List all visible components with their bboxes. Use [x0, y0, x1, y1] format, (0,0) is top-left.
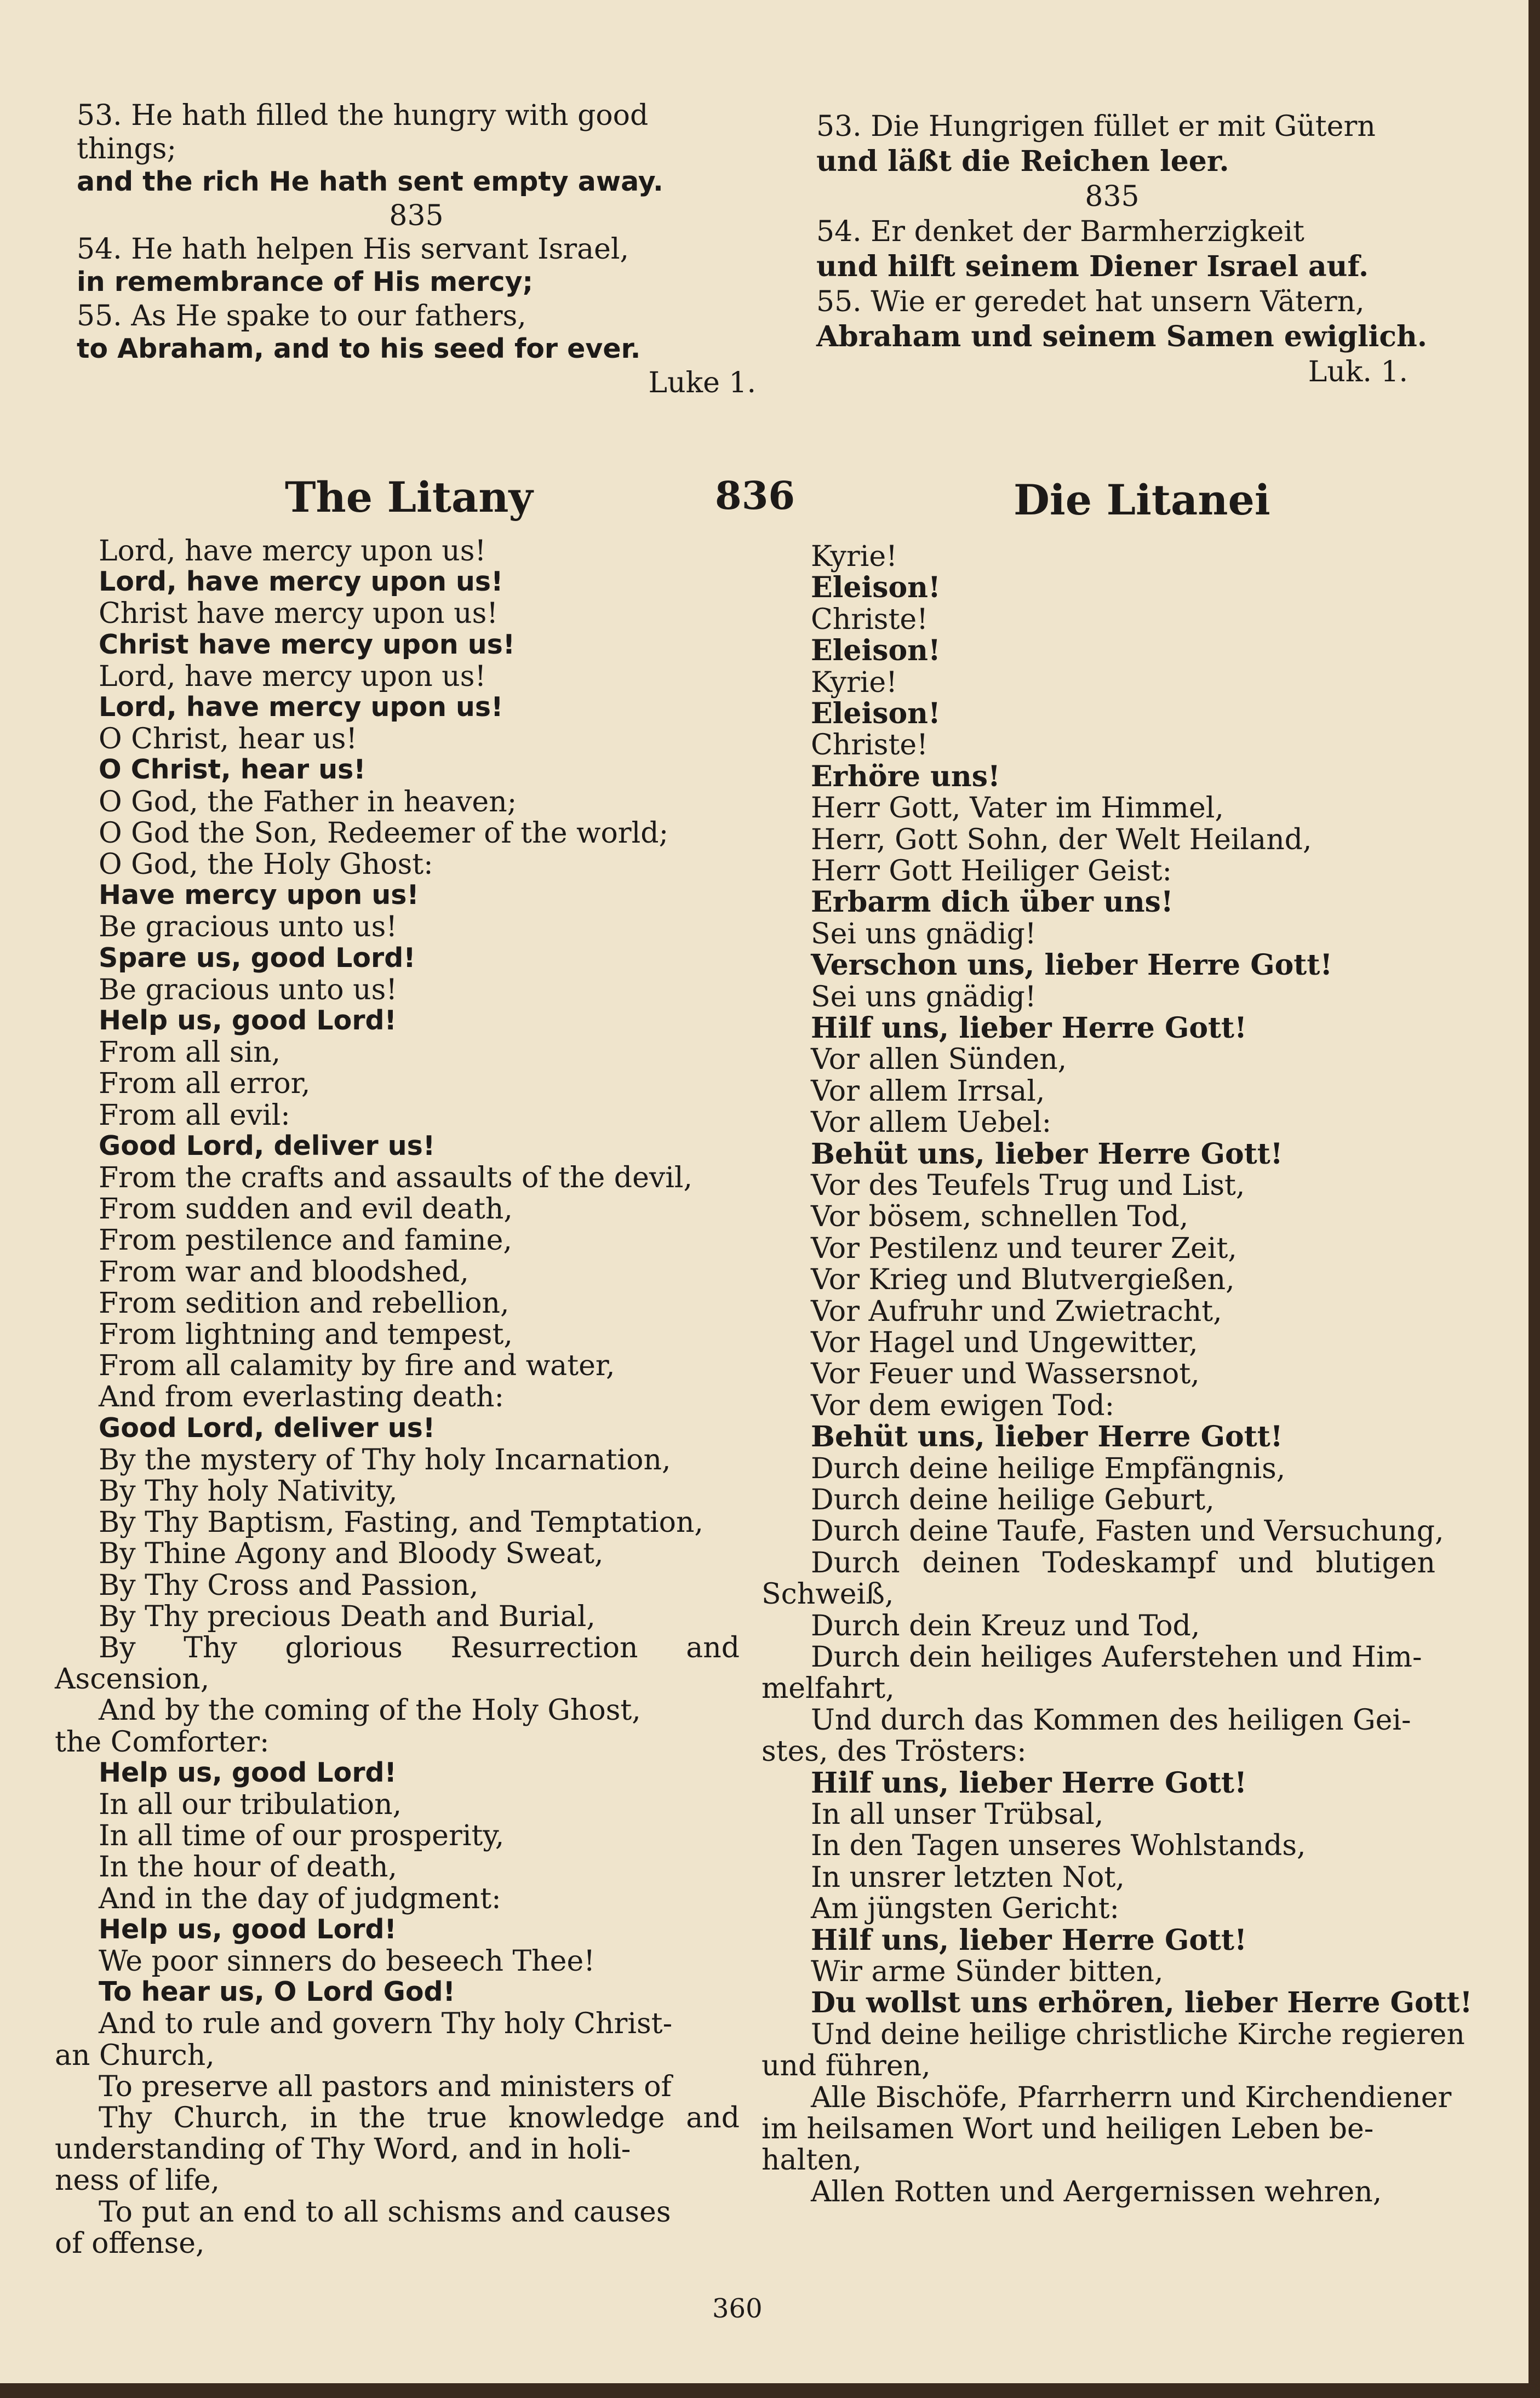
litany-line: To put an end to all schisms and causes — [99, 2195, 671, 2229]
litany-line: And by the coming of the Holy Ghost, — [99, 1694, 641, 1727]
litany-line: We poor sinners do beseech Thee! — [99, 1945, 596, 1978]
litany-line: Be gracious unto us! — [99, 973, 398, 1006]
litany-line: halten, — [762, 2144, 862, 2177]
litany-line: Help us, good Lord! — [99, 1756, 397, 1788]
litany-line: Christ have mercy upon us! — [99, 628, 516, 660]
litany-line: And to rule and govern Thy holy Christ- — [99, 2007, 673, 2041]
litany-line: By Thine Agony and Bloody Sweat, — [99, 1537, 604, 1571]
litany-line: the Comforter: — [55, 1725, 270, 1759]
litany-line: Christe! — [811, 729, 929, 762]
litany-line: Du wollst uns erhören, lieber Herre Gott! — [811, 1986, 1473, 2020]
litany-line: O Christ, hear us! — [99, 723, 358, 756]
litany-line: Christ have mercy upon us! — [99, 597, 499, 631]
litany-line: O God, the Holy Ghost: — [99, 848, 433, 881]
litany-line: Durch dein heiliges Auferstehen und Him- — [811, 1641, 1422, 1674]
litany-line: O God the Son, Redeemer of the world; — [99, 816, 669, 850]
litany-line: Alle Bischöfe, Pfarrherrn und Kirchendiener — [811, 2081, 1452, 2114]
litany-line: Good Lord, deliver us! — [99, 1130, 436, 1161]
litany-line: From sedition and rebellion, — [99, 1286, 509, 1320]
litany-line: Be gracious unto us! — [99, 911, 398, 944]
litany-line: Lord, have mercy upon us! — [99, 566, 503, 598]
litany-line: And from everlasting death: — [99, 1381, 505, 1414]
litany-line: ness of life, — [55, 2164, 220, 2197]
litany-line: From all sin, — [99, 1036, 281, 1069]
litany-line: From all evil: — [99, 1098, 290, 1132]
verse-line: Luk. 1. — [1308, 356, 1408, 388]
litany-line: Durch dein Kreuz und Tod, — [811, 1609, 1200, 1642]
verse-line: 53. Die Hungrigen füllet er mit Gütern — [816, 110, 1376, 143]
litany-line: Herr, Gott Sohn, der Welt Heiland, — [811, 823, 1312, 856]
litany-line: Verschon uns, lieber Herre Gott! — [811, 948, 1333, 982]
verse-line: 835 — [389, 199, 444, 232]
verse-line: 835 — [1085, 180, 1140, 213]
litany-line: In the hour of death, — [99, 1851, 397, 1884]
litany-line: Erbarm dich über uns! — [811, 885, 1173, 919]
litany-line: Am jüngsten Gericht: — [811, 1892, 1119, 1926]
litany-line: By Thy Cross and Passion, — [99, 1569, 479, 1602]
litany-line: Vor Pestilenz und teurer Zeit, — [811, 1232, 1237, 1265]
litany-line: Kyrie! — [811, 666, 898, 699]
litany-line: Eleison! — [811, 571, 941, 605]
litany-line: Behüt uns, lieber Herre Gott! — [811, 1137, 1283, 1171]
litany-line: In all our tribulation, — [99, 1788, 402, 1821]
litany-line: Durch deine heilige Geburt, — [811, 1484, 1215, 1516]
litany-line: From pestilence and famine, — [99, 1224, 512, 1257]
litany-line: To preserve all pastors and ministers of — [99, 2070, 672, 2103]
litany-line: In all time of our prosperity, — [99, 1819, 505, 1853]
litany-line: Christe! — [811, 603, 929, 636]
verse-line: 53. He hath filled the hungry with good — [77, 99, 649, 132]
litany-line: From sudden and evil death, — [99, 1193, 513, 1226]
verse-line: and the rich He hath sent empty away. — [77, 166, 663, 197]
litany-line: Hilf uns, lieber Herre Gott! — [811, 1011, 1247, 1045]
litany-line: Help us, good Lord! — [99, 1913, 397, 1945]
litany-line: melfahrt, — [762, 1672, 895, 1706]
litany-line: Und deine heilige christliche Kirche regieren — [811, 2018, 1465, 2051]
verse-line: Luke 1. — [648, 367, 756, 399]
litany-line: From lightning and tempest, — [99, 1318, 513, 1351]
litany-line: Thy Church, in the true knowledge and — [99, 2102, 740, 2134]
litany-line: of offense, — [55, 2227, 205, 2260]
litany-line: Lord, have mercy upon us! — [99, 691, 503, 723]
litany-line: Schweiß, — [762, 1578, 894, 1611]
litany-line: Kyrie! — [811, 540, 898, 573]
verse-line: to Abraham, and to his seed for ever. — [77, 333, 641, 364]
litany-line: an Church, — [55, 2039, 215, 2072]
litany-line: Vor allem Irrsal, — [811, 1074, 1045, 1108]
litany-line: Und durch das Kommen des heiligen Gei- — [811, 1703, 1411, 1737]
litany-line: Hilf uns, lieber Herre Gott! — [811, 1766, 1247, 1800]
litany-line: Eleison! — [811, 634, 941, 668]
litany-line: understanding of Thy Word, and in holi- — [55, 2133, 631, 2166]
litany-line: From war and bloodshed, — [99, 1255, 469, 1289]
litany-line: Help us, good Lord! — [99, 1005, 397, 1036]
litany-line: Vor allen Sünden, — [811, 1043, 1067, 1077]
litany-line: Vor allem Uebel: — [811, 1106, 1052, 1140]
litany-line: Behüt uns, lieber Herre Gott! — [811, 1420, 1283, 1454]
verse-line: 54. He hath helpen His servant Israel, — [77, 233, 629, 266]
litany-line: Vor dem ewigen Tod: — [811, 1389, 1115, 1422]
page-number: 360 — [712, 2293, 763, 2324]
litany-line: Sei uns gnädig! — [811, 980, 1037, 1014]
litany-line: To hear us, O Lord God! — [99, 1976, 455, 2008]
litany-line: From all calamity by fire and water, — [99, 1349, 615, 1383]
litany-line: im heilsamen Wort und heiligen Leben be- — [762, 2113, 1374, 2145]
verse-line: 55. Wie er geredet hat unsern Vätern, — [816, 285, 1365, 318]
hymn-number: 836 — [715, 473, 795, 518]
litany-line: Spare us, good Lord! — [99, 942, 416, 974]
litany-line: und führen, — [762, 2050, 931, 2083]
litany-line: Sei uns gnädig! — [811, 917, 1037, 951]
litany-line: Herr Gott, Vater im Himmel, — [811, 792, 1224, 825]
litany-line: Eleison! — [811, 697, 941, 730]
litany-line: In unsrer letzten Not, — [811, 1861, 1125, 1894]
litany-line: By Thy holy Nativity, — [99, 1475, 398, 1508]
litany-line: Vor Hagel und Ungewitter, — [811, 1326, 1198, 1359]
verse-line: und hilft seinem Diener Israel auf. — [816, 250, 1369, 283]
litany-line: Wir arme Sünder bitten, — [811, 1955, 1164, 1988]
litany-line: Herr Gott Heiliger Geist: — [811, 855, 1172, 888]
verse-line: und läßt die Reichen leer. — [816, 145, 1229, 178]
litany-line: In den Tagen unseres Wohlstands, — [811, 1829, 1306, 1863]
litany-line: Vor Aufruhr und Zwietracht, — [811, 1295, 1222, 1328]
litany-line: Vor des Teufels Trug und List, — [811, 1169, 1245, 1202]
litany-line: By Thy precious Death and Burial, — [99, 1600, 596, 1633]
verse-line: 54. Er denket der Barmherzigkeit — [816, 215, 1304, 248]
litany-line: Durch deinen Todeskampf und blutigen — [811, 1546, 1435, 1579]
litany-line: Erhöre uns! — [811, 759, 1000, 793]
litany-line: And in the day of judgment: — [99, 1882, 501, 1915]
litany-line: Good Lord, deliver us! — [99, 1412, 436, 1444]
litany-line: Lord, have mercy upon us! — [99, 535, 486, 568]
litany-line: By the mystery of Thy holy Incarnation, — [99, 1443, 671, 1476]
litany-line: Ascension, — [55, 1663, 210, 1696]
litany-line: Vor bösem, schnellen Tod, — [811, 1200, 1189, 1234]
litany-line: O Christ, hear us! — [99, 754, 366, 786]
litany-line: Hilf uns, lieber Herre Gott! — [811, 1923, 1247, 1957]
litany-line: By Thy Baptism, Fasting, and Temptation, — [99, 1506, 703, 1539]
litany-line: In all unser Trübsal, — [811, 1798, 1104, 1831]
litany-line: Vor Krieg und Blutvergießen, — [811, 1263, 1235, 1297]
verse-line: 55. As He spake to our fathers, — [77, 300, 526, 333]
litany-line: Have mercy upon us! — [99, 879, 419, 911]
verse-line: in remembrance of His mercy; — [77, 266, 534, 297]
litany-line: stes, des Trösters: — [762, 1735, 1027, 1769]
litany-line: Lord, have mercy upon us! — [99, 660, 486, 693]
litany-line: O God, the Father in heaven; — [99, 785, 517, 819]
litany-line: From all error, — [99, 1067, 311, 1101]
litany-line: Durch deine heilige Empfängnis, — [811, 1452, 1286, 1485]
litany-line: From the crafts and assaults of the devil, — [99, 1161, 693, 1194]
verse-line: things; — [77, 133, 176, 165]
german-heading: Die Litanei — [1014, 476, 1270, 524]
english-heading: The Litany — [285, 473, 533, 522]
litany-line: Vor Feuer und Wassersnot, — [811, 1358, 1200, 1391]
litany-line: Allen Rotten und Aergernissen wehren, — [811, 2175, 1382, 2208]
verse-line: Abraham und seinem Samen ewiglich. — [816, 320, 1427, 353]
litany-line: Durch deine Taufe, Fasten und Versuchung, — [811, 1515, 1444, 1548]
litany-line: By Thy glorious Resurrection and — [99, 1632, 740, 1664]
